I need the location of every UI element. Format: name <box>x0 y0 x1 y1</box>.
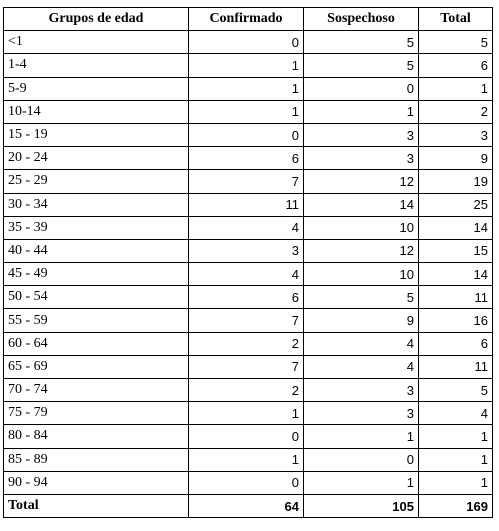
cell-suspected: 10 <box>304 216 419 239</box>
cell-suspected: 3 <box>304 147 419 170</box>
cell-confirmed: 1 <box>189 77 304 100</box>
cell-age-group: 35 - 39 <box>4 216 189 239</box>
cell-confirmed: 2 <box>189 379 304 402</box>
cell-total: 14 <box>419 216 493 239</box>
cell-age-group: <1 <box>4 31 189 54</box>
cell-age-group: 20 - 24 <box>4 147 189 170</box>
table-row <box>4 448 493 471</box>
cell-confirmed: 4 <box>189 263 304 286</box>
cell-suspected: 0 <box>304 77 419 100</box>
cell-total: 1 <box>419 77 493 100</box>
header-total: Total <box>419 8 493 31</box>
cell-total: 1 <box>419 448 493 471</box>
cell-age-group: 30 - 34 <box>4 193 189 216</box>
cell-suspected: 5 <box>304 31 419 54</box>
cell-suspected: 12 <box>304 239 419 262</box>
cell-suspected: 1 <box>304 425 419 448</box>
cell-confirmed: 1 <box>189 100 304 123</box>
table-row <box>4 147 493 170</box>
table-row <box>4 425 493 448</box>
cell-total: 15 <box>419 239 493 262</box>
totals-confirmed: 64 <box>189 494 304 517</box>
table-row <box>4 123 493 146</box>
cell-age-group: 55 - 59 <box>4 309 189 332</box>
cell-total: 5 <box>419 31 493 54</box>
cell-age-group: 15 - 19 <box>4 123 189 146</box>
cell-age-group: 65 - 69 <box>4 355 189 378</box>
cell-confirmed: 1 <box>189 54 304 77</box>
cell-age-group: 75 - 79 <box>4 402 189 425</box>
cell-suspected: 4 <box>304 332 419 355</box>
table-row <box>4 309 493 332</box>
cell-age-group: 85 - 89 <box>4 448 189 471</box>
cell-confirmed: 1 <box>189 448 304 471</box>
header-row <box>4 8 493 31</box>
cell-age-group: 45 - 49 <box>4 263 189 286</box>
cell-total: 5 <box>419 379 493 402</box>
cell-confirmed: 2 <box>189 332 304 355</box>
cell-suspected: 3 <box>304 402 419 425</box>
totals-row <box>4 494 493 517</box>
cell-total: 25 <box>419 193 493 216</box>
table-row <box>4 216 493 239</box>
totals-suspected: 105 <box>304 494 419 517</box>
cell-confirmed: 1 <box>189 402 304 425</box>
totals-total: 169 <box>419 494 493 517</box>
cell-suspected: 1 <box>304 100 419 123</box>
cell-suspected: 4 <box>304 355 419 378</box>
cell-confirmed: 7 <box>189 355 304 378</box>
cell-age-group: 25 - 29 <box>4 170 189 193</box>
cell-total: 11 <box>419 286 493 309</box>
cell-suspected: 14 <box>304 193 419 216</box>
totals-label: Total <box>4 494 189 517</box>
table-row <box>4 31 493 54</box>
table-row <box>4 193 493 216</box>
table-row <box>4 263 493 286</box>
cell-total: 6 <box>419 332 493 355</box>
cell-total: 2 <box>419 100 493 123</box>
cell-confirmed: 0 <box>189 425 304 448</box>
cell-suspected: 3 <box>304 379 419 402</box>
cell-confirmed: 0 <box>189 471 304 494</box>
table-row <box>4 170 493 193</box>
cell-total: 19 <box>419 170 493 193</box>
table-row <box>4 239 493 262</box>
cell-suspected: 10 <box>304 263 419 286</box>
cell-confirmed: 3 <box>189 239 304 262</box>
cell-confirmed: 4 <box>189 216 304 239</box>
cell-age-group: 5-9 <box>4 77 189 100</box>
table-row <box>4 332 493 355</box>
cell-confirmed: 6 <box>189 147 304 170</box>
cell-age-group: 1-4 <box>4 54 189 77</box>
table-row <box>4 54 493 77</box>
cell-confirmed: 7 <box>189 309 304 332</box>
cell-suspected: 0 <box>304 448 419 471</box>
cell-total: 3 <box>419 123 493 146</box>
cell-age-group: 40 - 44 <box>4 239 189 262</box>
cell-confirmed: 11 <box>189 193 304 216</box>
cell-total: 1 <box>419 425 493 448</box>
cell-suspected: 9 <box>304 309 419 332</box>
table-row <box>4 100 493 123</box>
table-row <box>4 379 493 402</box>
cell-total: 6 <box>419 54 493 77</box>
cell-age-group: 50 - 54 <box>4 286 189 309</box>
header-suspected: Sospechoso <box>304 8 419 31</box>
table-row <box>4 402 493 425</box>
cell-age-group: 90 - 94 <box>4 471 189 494</box>
cell-age-group: 10-14 <box>4 100 189 123</box>
cell-confirmed: 7 <box>189 170 304 193</box>
table-row <box>4 355 493 378</box>
cell-total: 4 <box>419 402 493 425</box>
cell-suspected: 3 <box>304 123 419 146</box>
cell-suspected: 12 <box>304 170 419 193</box>
cell-total: 11 <box>419 355 493 378</box>
cell-total: 1 <box>419 471 493 494</box>
age-group-table <box>3 7 493 518</box>
cell-confirmed: 6 <box>189 286 304 309</box>
cell-total: 14 <box>419 263 493 286</box>
table-row <box>4 77 493 100</box>
cell-age-group: 60 - 64 <box>4 332 189 355</box>
table-header <box>4 8 493 31</box>
cell-confirmed: 0 <box>189 123 304 146</box>
table-row <box>4 286 493 309</box>
header-age-group: Grupos de edad <box>4 8 189 31</box>
cell-suspected: 5 <box>304 286 419 309</box>
table-row <box>4 471 493 494</box>
cell-total: 16 <box>419 309 493 332</box>
header-confirmed: Confirmado <box>189 8 304 31</box>
table-body <box>4 31 493 518</box>
cell-confirmed: 0 <box>189 31 304 54</box>
cell-age-group: 80 - 84 <box>4 425 189 448</box>
cell-suspected: 5 <box>304 54 419 77</box>
cell-suspected: 1 <box>304 471 419 494</box>
cell-age-group: 70 - 74 <box>4 379 189 402</box>
cell-total: 9 <box>419 147 493 170</box>
